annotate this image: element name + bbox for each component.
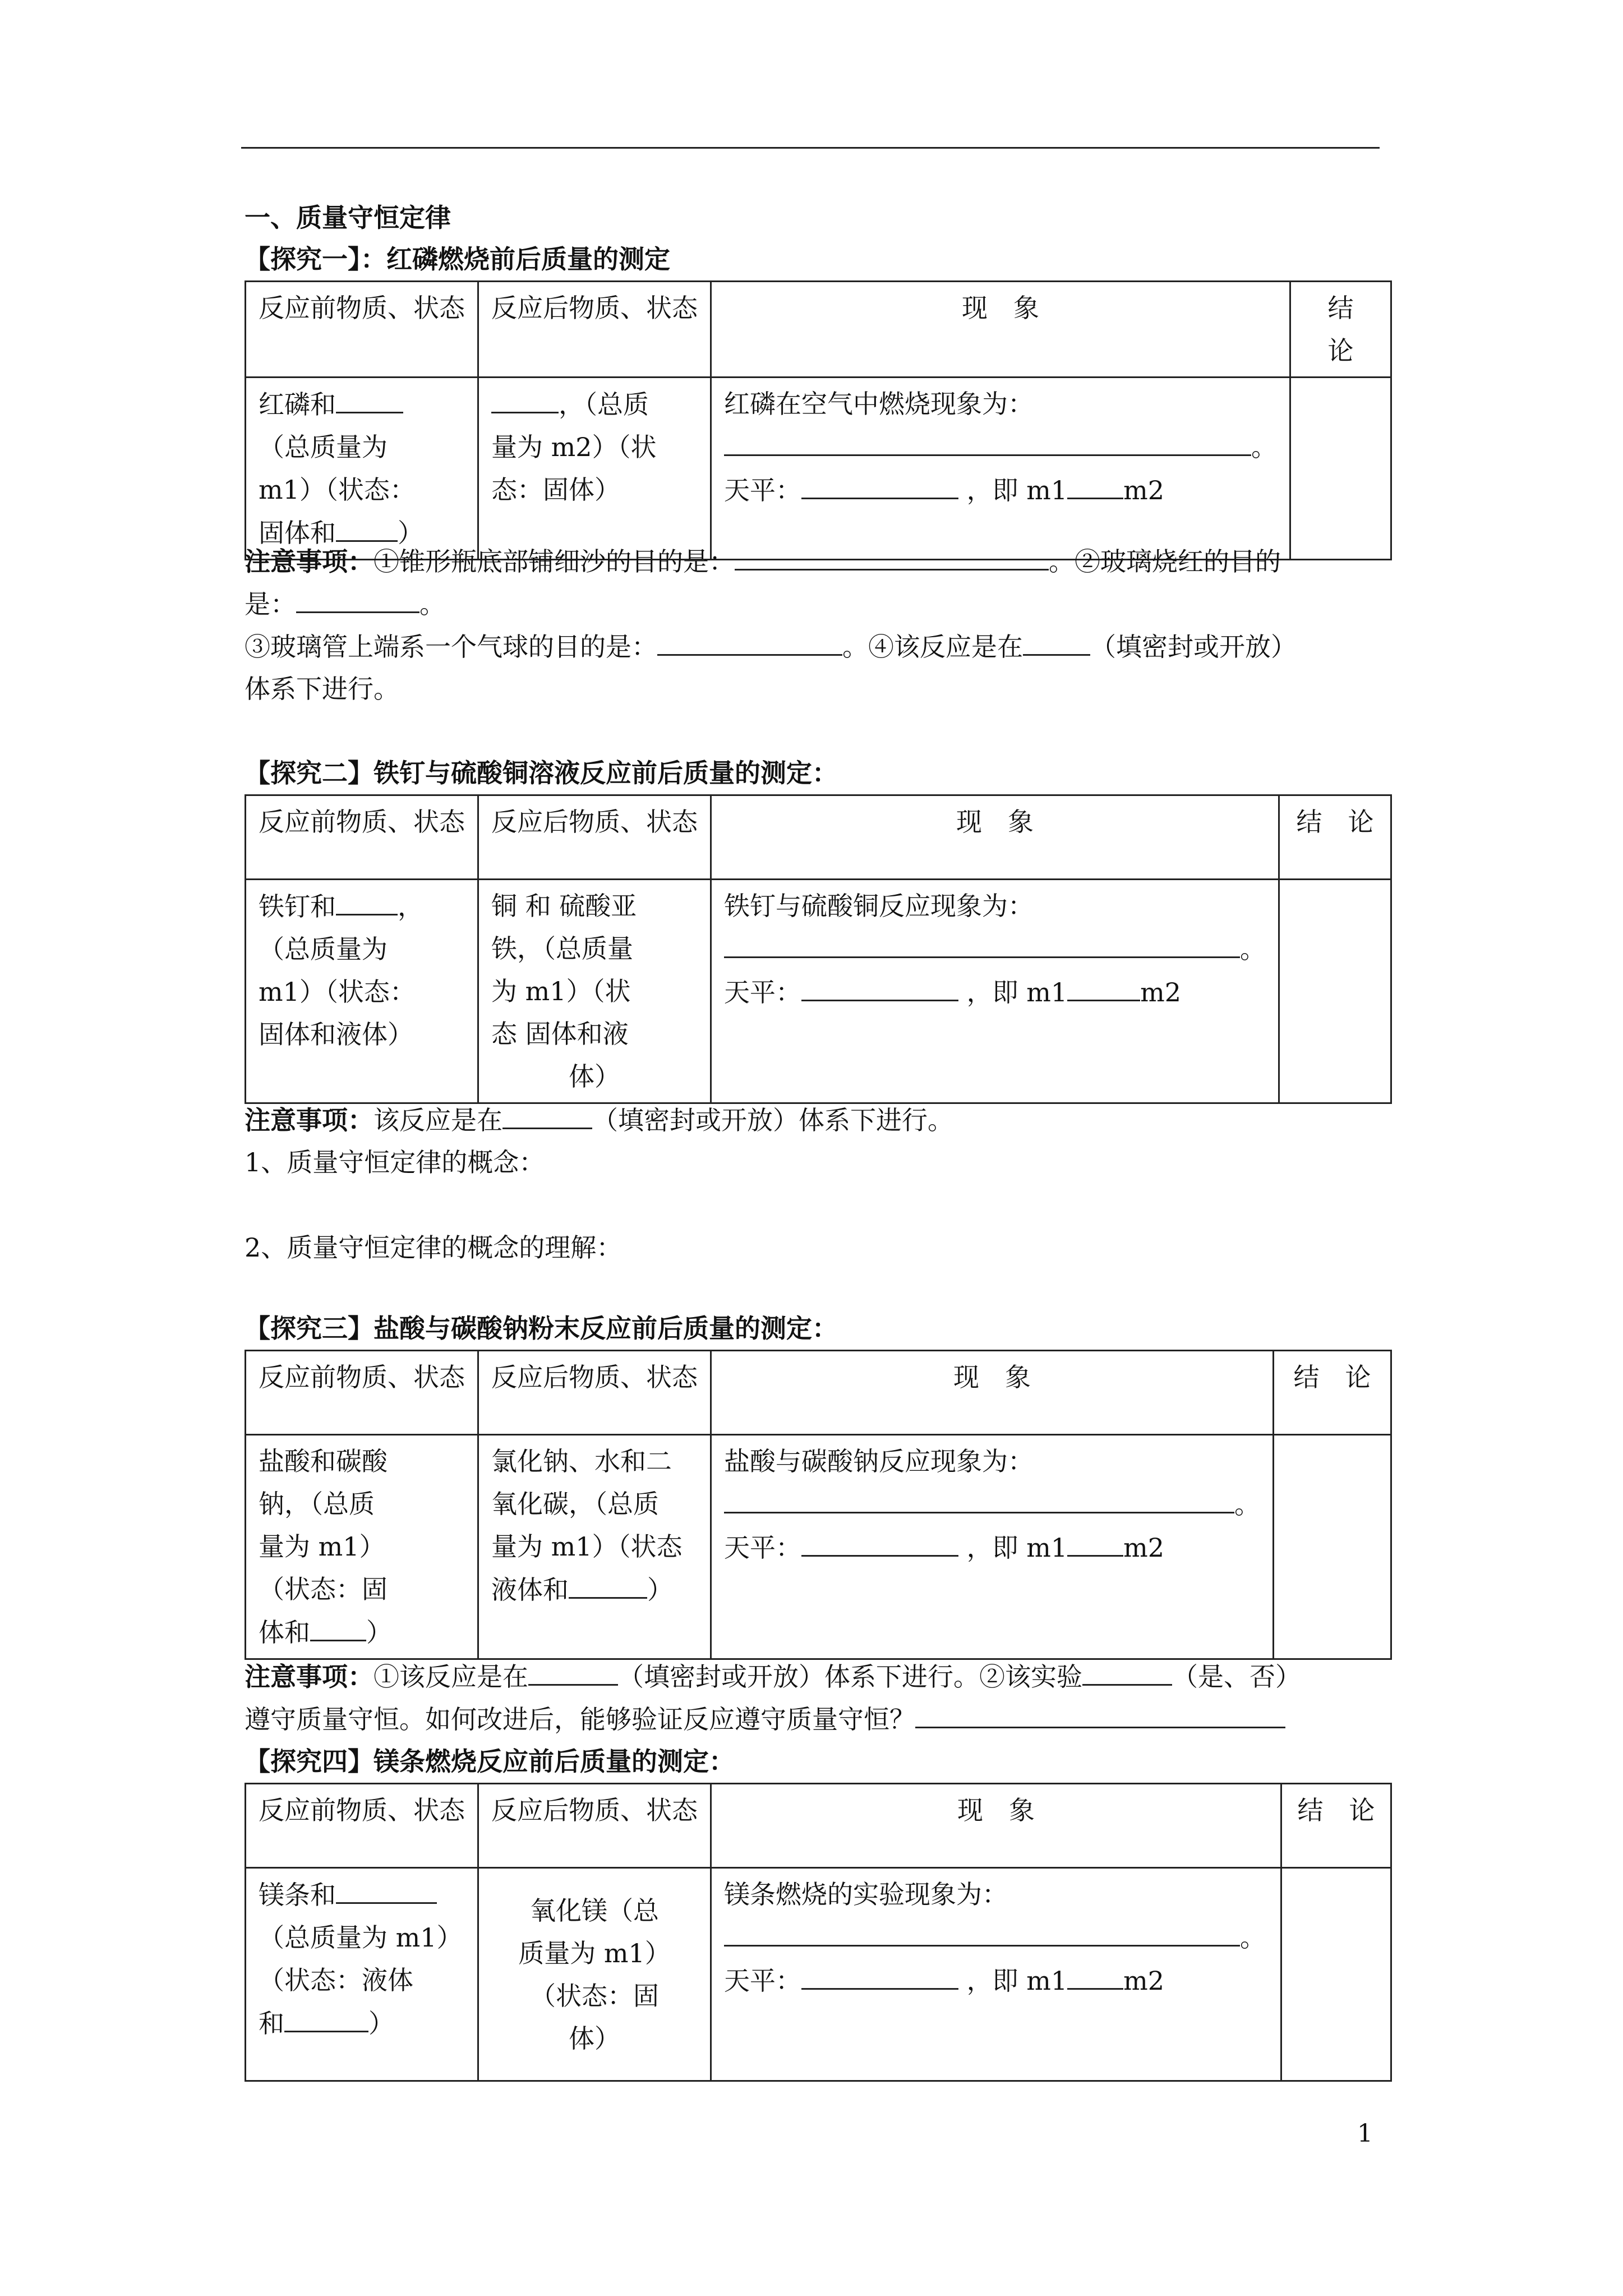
- exp2-blank-relation[interactable]: [1067, 970, 1140, 1001]
- exp3-blank-balance[interactable]: [801, 1526, 958, 1557]
- exp3-header-phenomenon: 现 象: [711, 1351, 1274, 1435]
- note3-line2: 遵守质量守恒。如何改进后，能够验证反应遵守质量守恒？: [245, 1697, 1285, 1741]
- exp1-before-cell: 红磷和 （总质量为 m1）（状态： 固体和 ）: [246, 378, 478, 560]
- exp3-phenomenon-cell: 盐酸与碳酸钠反应现象为： 。 天平： ，即 m1 m2: [711, 1435, 1274, 1659]
- note2-blank-system[interactable]: [502, 1098, 592, 1129]
- exp4-conclusion-cell: [1281, 1868, 1391, 2081]
- note1-line4: 体系下进行。: [245, 674, 399, 704]
- exp4-after-cell: 氧化镁（总 质量为 m1） （状态：固 体）: [478, 1868, 711, 2081]
- exp4-header-after: 反应后物质、状态: [478, 1784, 711, 1868]
- exp4-blank-balance[interactable]: [801, 1959, 958, 1990]
- note1-blank-sand[interactable]: [735, 540, 1049, 570]
- exp2-header-conclusion: 结 论: [1279, 795, 1391, 880]
- exp2-header-phenomenon: 现 象: [711, 795, 1279, 880]
- exp3-blank-phenomenon[interactable]: [724, 1483, 1234, 1513]
- exp1-table: [245, 280, 1392, 560]
- exp2-before-cell: 铁钉和 ， （总质量为 m1）（状态： 固体和液体）: [246, 880, 478, 1103]
- exp2-blank-reactant[interactable]: [336, 885, 398, 915]
- exp1-header-phenomenon: 现 象: [711, 282, 1290, 378]
- exp2-header-after: 反应后物质、状态: [478, 795, 711, 880]
- exp4-blank-reactant[interactable]: [336, 1873, 437, 1904]
- exp4-blank-state[interactable]: [284, 2001, 368, 2032]
- note2-line: 注意事项：该反应是在 （填密封或开放）体系下进行。: [245, 1098, 953, 1142]
- exp2-blank-balance[interactable]: [801, 970, 958, 1001]
- exp2-conclusion-cell: [1279, 880, 1391, 1103]
- note1-blank-system[interactable]: [1023, 625, 1090, 656]
- exp4-blank-relation[interactable]: [1067, 1959, 1123, 1990]
- exp3-after-cell: 氯化钠、水和二 氧化碳，（总质 量为 m1）（状态 液体和 ）: [478, 1435, 711, 1659]
- exp3-header-before: 反应前物质、状态: [246, 1351, 478, 1435]
- exp1-blank-state[interactable]: [336, 511, 398, 542]
- note3-blank-system[interactable]: [528, 1655, 618, 1686]
- exp2-table: [245, 794, 1392, 1104]
- exp2-phenomenon-cell: 铁钉与硫酸铜反应现象为： 。 天平： ，即 m1 m2: [711, 880, 1279, 1103]
- exp3-before-cell: 盐酸和碳酸 钠，（总质 量为 m1） （状态：固 体和 ）: [246, 1435, 478, 1659]
- exp3-blank-state[interactable]: [310, 1611, 366, 1641]
- exp2-blank-phenomenon[interactable]: [724, 927, 1240, 958]
- note1-blank-balloon[interactable]: [657, 625, 842, 656]
- exp1-header-conclusion: 结 论: [1290, 282, 1391, 378]
- exp4-header-conclusion: 结 论: [1281, 1784, 1391, 1868]
- concept1: 1、质量守恒定律的概念：: [245, 1147, 545, 1177]
- exp2-header-before: 反应前物质、状态: [246, 795, 478, 880]
- exp4-title: 【探究四】镁条燃烧反应前后质量的测定：: [245, 1746, 735, 1777]
- note1-blank-glass[interactable]: [296, 582, 419, 613]
- exp3-blank-relation[interactable]: [1067, 1526, 1123, 1557]
- exp2-title: 【探究二】铁钉与硫酸铜溶液反应前后质量的测定：: [245, 758, 838, 788]
- exp3-conclusion-cell: [1274, 1435, 1391, 1659]
- note3-blank-improve[interactable]: [915, 1697, 1285, 1728]
- exp4-header-phenomenon: 现 象: [711, 1784, 1281, 1868]
- exp1-blank-phenomenon[interactable]: [724, 425, 1251, 456]
- exp1-header-before: 反应前物质、状态: [246, 282, 478, 378]
- exp4-phenomenon-cell: 镁条燃烧的实验现象为： 。 天平： ，即 m1 m2: [711, 1868, 1281, 2081]
- exp4-header-before: 反应前物质、状态: [246, 1784, 478, 1868]
- exp4-blank-phenomenon[interactable]: [724, 1916, 1240, 1947]
- exp1-after-cell: ，（总质 量为 m2）（状 态：固体）: [478, 378, 711, 560]
- exp1-blank-relation[interactable]: [1067, 468, 1123, 499]
- concept2: 2、质量守恒定律的概念的理解：: [245, 1232, 623, 1263]
- section-heading: 一、质量守恒定律: [245, 203, 451, 233]
- exp3-table: [245, 1350, 1392, 1660]
- note1-line3: ③玻璃管上端系一个气球的目的是： 。④该反应是在 （填密封或开放）: [245, 625, 1297, 668]
- exp1-conclusion-cell: [1290, 378, 1391, 560]
- note1-line2: 是： 。: [245, 582, 445, 625]
- exp1-header-after: 反应后物质、状态: [478, 282, 711, 378]
- exp1-blank-product[interactable]: [491, 383, 559, 413]
- note3-blank-obey[interactable]: [1082, 1655, 1172, 1686]
- header-rule: [241, 147, 1380, 149]
- exp4-table: [245, 1783, 1392, 2082]
- exp1-blank-reactant[interactable]: [336, 383, 403, 413]
- exp3-blank-after-state[interactable]: [569, 1568, 647, 1599]
- exp2-after-cell: 铜 和 硫酸亚 铁，（总质量 为 m1）（状 态 固体和液 体）: [478, 880, 711, 1103]
- exp3-header-conclusion: 结 论: [1274, 1351, 1391, 1435]
- exp1-phenomenon-cell: 红磷在空气中燃烧现象为： 。 天平： ，即 m1 m2: [711, 378, 1290, 560]
- note3-line1: 注意事项：①该反应是在 （填密封或开放）体系下进行。②该实验 （是、否）: [245, 1655, 1301, 1698]
- note1-line1: 注意事项：①锥形瓶底部铺细沙的目的是： 。②玻璃烧红的目的: [245, 540, 1281, 583]
- page-number: 1: [1357, 2119, 1373, 2148]
- exp1-title: 【探究一】：红磷燃烧前后质量的测定: [245, 244, 670, 274]
- exp1-blank-balance[interactable]: [801, 468, 958, 499]
- exp3-title: 【探究三】盐酸与碳酸钠粉末反应前后质量的测定：: [245, 1313, 838, 1343]
- exp3-header-after: 反应后物质、状态: [478, 1351, 711, 1435]
- exp4-before-cell: 镁条和 （总质量为 m1） （状态：液体 和 ）: [246, 1868, 478, 2081]
